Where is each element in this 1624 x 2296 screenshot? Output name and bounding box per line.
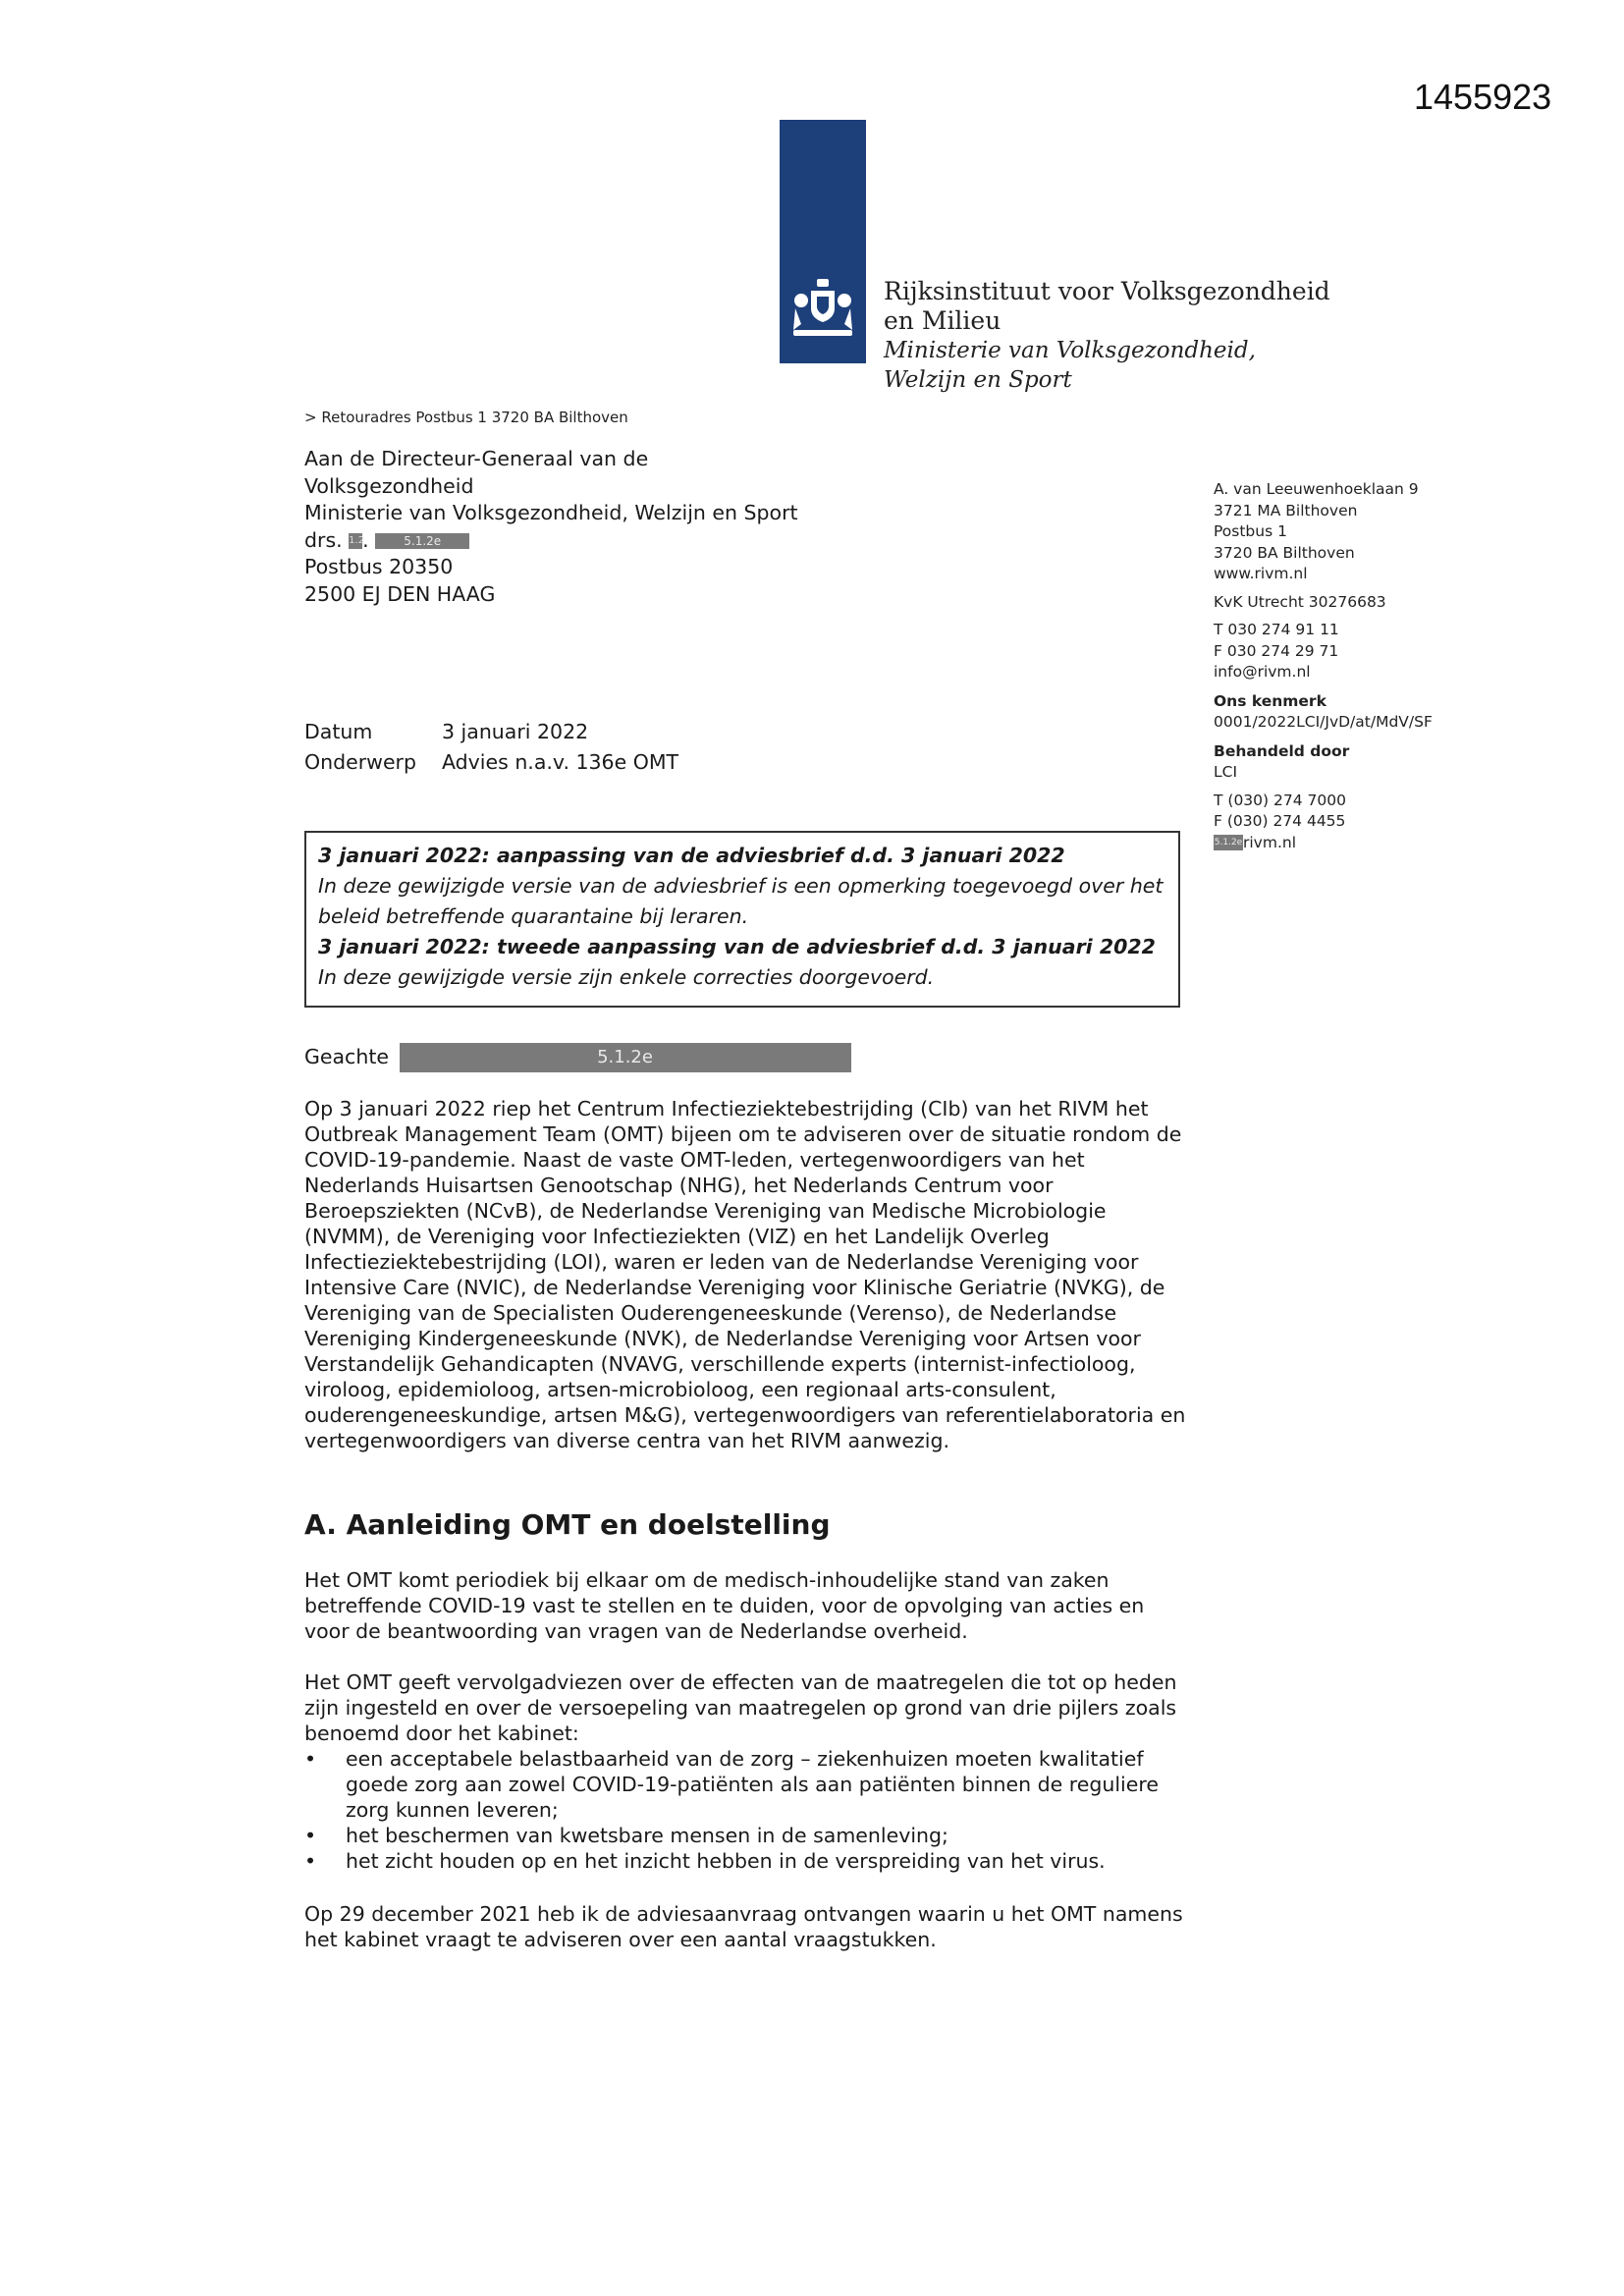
- paragraph-omt-advice: [304, 1669, 1188, 1874]
- salutation-word: Geachte: [304, 1045, 389, 1068]
- sidebar-web: www.rivm.nl: [1214, 565, 1308, 582]
- list-item: • het beschermen van kwetsbare mensen in de samenleving;: [304, 1823, 1188, 1848]
- sidebar-behandeld: LCI: [1214, 763, 1238, 781]
- sidebar-fax2: F (030) 274 4455: [1214, 812, 1346, 830]
- recipient-line-6: 2500 EJ DEN HAAG: [304, 581, 496, 606]
- notice-heading-1: 3 januari 2022: aanpassing van de adviesbrief d.d. 3 januari 2022: [318, 844, 1065, 867]
- salutation: [304, 1043, 851, 1072]
- datum-value: 3 januari 2022: [442, 720, 589, 743]
- logo-line-3: Ministerie van Volksgezondheid,: [884, 338, 1256, 363]
- sidebar-fax: F 030 274 29 71: [1214, 641, 1339, 660]
- redaction-email: 5.1.2e: [1214, 835, 1243, 850]
- section-heading: A. Aanleiding OMT en doelstelling: [304, 1508, 831, 1541]
- sidebar-kenmerk: 0001/2022LCI/JvD/at/MdV/SF: [1214, 713, 1433, 731]
- paragraph-omt-purpose: Het OMT komt periodiek bij elkaar om de medisch-inhoudelijke stand van zaken betreffende COVID-19 vast te stellen en te duiden, voor de opvolging van acties en voor de beantwoording van vragen van de Nederlandse overheid.: [304, 1568, 1145, 1643]
- sender-sidebar: [1214, 479, 1508, 853]
- sidebar-email2: [1214, 833, 1508, 854]
- paragraph-request: Op 29 december 2021 heb ik de adviesaanvraag ontvangen waarin u het OMT namens het kabinet vraagt te adviseren over een aantal vraagstukken.: [304, 1902, 1183, 1951]
- document-number: 1455923: [1414, 77, 1552, 117]
- sidebar-tel2: T (030) 274 7000: [1214, 791, 1346, 809]
- notice-text-2: In deze gewijzigde versie zijn enkele correcties doorgevoerd.: [318, 965, 935, 989]
- pillars-list: [304, 1746, 1188, 1874]
- sidebar-postbus: Postbus 1: [1214, 522, 1287, 540]
- paragraph-intro: Op 3 januari 2022 riep het Centrum Infectieziektebestrijding (CIb) van het RIVM het Outbreak Management Team (OMT) bijeen om te adviseren over de situatie rondom de COVID-19-pandemie. Naast de vaste OMT-leden, vertegenwoordigers van het Nederlands Huisartsen Genootschap (NHG), het Nederlands Centrum voor Beroepsziekten (NCvB), de Nederlandse Vereniging van Medische Microbiologie (NVMM), de Vereniging voor Infectieziekten (VIZ) en het Landelijk Overleg Infectieziektebestrijding (LOI), waren er leden van de Nederlandse Vereniging voor Intensive Care (NVIC), de Nederlandse Vereniging voor Klinische Geriatrie (NVKG), de Vereniging van de Specialisten Ouderengeneeskunde (Verenso), de Nederlandse Vereniging Kindergeneeskunde (NVK), de Nederlandse Vereniging voor Artsen voor Verstandelijk Gehandicapten (NVAVG, verschillende experts (internist-infectioloog, viroloog, epidemioloog, artsen-microbioloog, een regionaal arts-consulent, ouderengeneeskundige, artsen M&G), vertegenwoordigers van referentielaboratoria en vertegenwoordigers van diverse centra van het RIVM aanwezig.: [304, 1097, 1186, 1452]
- sidebar-email: info@rivm.nl: [1214, 663, 1311, 681]
- redaction-name: 5.1.2e: [375, 533, 469, 549]
- sidebar-postcode: 3720 BA Bilthoven: [1214, 543, 1355, 562]
- logo-line-4: Welzijn en Sport: [884, 367, 1072, 393]
- list-item: • een acceptabele belastbaarheid van de zorg – ziekenhuizen moeten kwalitatief goede zorg aan zowel COVID-19-patiënten als aan patiënten binnen de reguliere zorg kunnen leveren;: [304, 1746, 1188, 1823]
- recipient-address: [304, 446, 798, 608]
- recipient-line-3: Ministerie van Volksgezondheid, Welzijn en Sport: [304, 501, 798, 524]
- redaction-salutation: 5.1.2e: [400, 1043, 851, 1072]
- sidebar-city: 3721 MA Bilthoven: [1214, 501, 1358, 519]
- notice-text-1: In deze gewijzigde versie van de adviesbrief is een opmerking toegevoegd over het beleid betreffende quarantaine bij leraren.: [318, 874, 1164, 928]
- recipient-title: drs.: [304, 527, 343, 552]
- sidebar-email2-domain: rivm.nl: [1243, 833, 1297, 851]
- letter-meta: [304, 717, 678, 778]
- logo-text: [884, 277, 1330, 395]
- sidebar-street: A. van Leeuwenhoeklaan 9: [1214, 480, 1419, 498]
- list-item: • het zicht houden op en het inzicht hebben in de verspreiding van het virus.: [304, 1848, 1188, 1874]
- logo-line-1: Rijksinstituut voor Volksgezondheid: [884, 277, 1330, 305]
- coat-of-arms-icon: [787, 277, 858, 342]
- recipient-line-2: Volksgezondheid: [304, 473, 474, 498]
- return-address: > Retouradres Postbus 1 3720 BA Bilthoven: [304, 409, 628, 426]
- sidebar-kenmerk-label: Ons kenmerk: [1214, 691, 1326, 710]
- onderwerp-label: Onderwerp: [304, 750, 417, 774]
- sidebar-behandeld-label: Behandeld door: [1214, 741, 1350, 760]
- sidebar-kvk: KvK Utrecht 30276683: [1214, 592, 1386, 611]
- rijksoverheid-logo: [780, 120, 866, 363]
- amendment-notice: [304, 831, 1180, 1008]
- onderwerp-value: Advies n.a.v. 136e OMT: [442, 750, 679, 774]
- recipient-line-5: Postbus 20350: [304, 555, 454, 578]
- recipient-line-4: drs. 1.2. 5.1.2e: [304, 527, 798, 555]
- logo-line-2: en Milieu: [884, 306, 1001, 335]
- recipient-line-1: Aan de Directeur-Generaal van de: [304, 447, 649, 470]
- notice-heading-2: 3 januari 2022: tweede aanpassing van de adviesbrief d.d. 3 januari 2022: [318, 935, 1156, 958]
- paragraph-pillars-intro: Het OMT geeft vervolgadviezen over de effecten van de maatregelen die tot op heden zijn ingesteld en over de versoepeling van maatregelen op grond van drie pijlers zoals benoemd door het kabinet:: [304, 1670, 1177, 1745]
- redaction-small: 1.2: [349, 533, 362, 549]
- datum-label: Datum: [304, 720, 373, 743]
- sidebar-tel: T 030 274 91 11: [1214, 621, 1339, 638]
